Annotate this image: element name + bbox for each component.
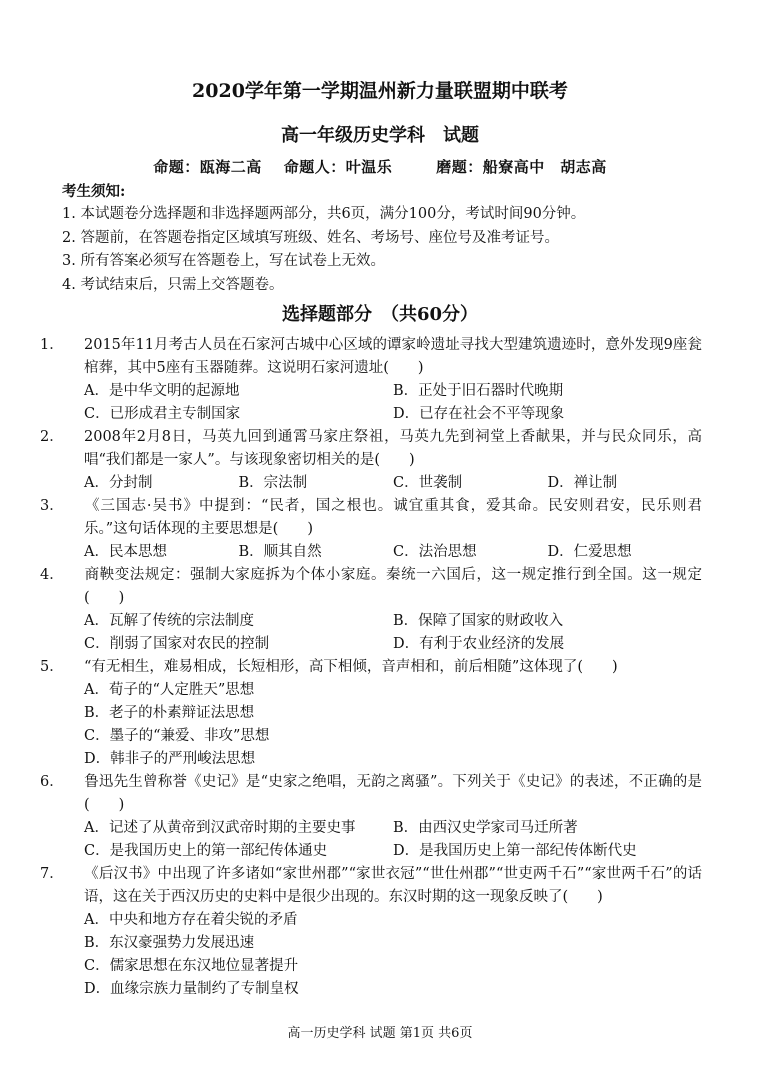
- question-6: [40, 771, 702, 863]
- option-a: A．是中华文明的起源地: [84, 383, 240, 399]
- question-setter: 命题：瓯海二高: [153, 158, 262, 176]
- option-d: D．已存在社会不平等现象: [393, 406, 565, 422]
- candidate-notes: [62, 181, 712, 297]
- option-c: C．是我国历史上的第一部纪传体通史: [84, 843, 328, 859]
- question-stem: 《三国志·吴书》中提到：“民者，国之根也。诚宜重其食，爱其命。民安则君安，民乐则君乐。”这句话体现的主要思想是( ): [84, 498, 702, 537]
- question-stem: 鲁迅先生曾称誉《史记》是“史家之绝唱，无韵之离骚”。下列关于《史记》的表述，不正确的是( ): [84, 774, 702, 813]
- option-b: B．老子的朴素辩证法思想: [84, 705, 255, 721]
- question-4: [40, 564, 702, 656]
- question-number: 1．: [40, 337, 64, 353]
- option-c: C．削弱了国家对农民的控制: [84, 636, 270, 652]
- question-7: [40, 863, 702, 1001]
- option-a: A．记述了从黄帝到汉武帝时期的主要史事: [84, 820, 356, 836]
- notes-item: 2. 答题前，在答题卷指定区域填写班级、姓名、考场号、座位号及准考证号。: [62, 229, 559, 246]
- option-c: C．墨子的“兼爱、非攻”思想: [84, 728, 270, 744]
- question-number: 6．: [40, 774, 64, 790]
- option-d: D．仁爱思想: [547, 544, 632, 560]
- section-title: 选择题部分 （共60分）: [281, 304, 479, 325]
- question-2: [40, 426, 702, 495]
- question-stem: “有无相生，难易相成，长短相形，高下相倾，音声相和，前后相随”这体现了( ): [84, 659, 618, 675]
- question-1: [40, 334, 702, 426]
- option-b: B．顺其自然: [238, 544, 322, 560]
- question-setter-person: 命题人：叶温乐: [283, 158, 393, 176]
- option-b: B．正处于旧石器时代晚期: [393, 383, 564, 399]
- option-b: B．宗法制: [238, 475, 308, 491]
- option-b: B．由西汉史学家司马迁所著: [393, 820, 578, 836]
- question-number: 5．: [40, 659, 64, 675]
- option-d: D．血缘宗族力量制约了专制皇权: [84, 981, 299, 997]
- question-number: 2．: [40, 429, 64, 445]
- option-c: C．法治思想: [393, 544, 477, 560]
- page-footer: 高一历史学科 试题 第1页 共6页: [287, 1026, 473, 1041]
- option-d: D．有利于农业经济的发展: [393, 636, 565, 652]
- question-number: 4．: [40, 567, 64, 583]
- option-d: D．是我国历史上第一部纪传体断代史: [393, 843, 637, 859]
- exam-subject-title: 高一年级历史学科 试题: [281, 125, 479, 146]
- notes-heading: 考生须知:: [62, 183, 126, 200]
- question-stem: 2008年2月8日，马英九回到通霄马家庄祭祖，马英九先到祠堂上香献果，并与民众同乐，高唱“我们都是一家人”。与该现象密切相关的是( ): [84, 429, 702, 468]
- question-5: [40, 656, 702, 771]
- option-a: A．荀子的“人定胜天”思想: [84, 682, 255, 698]
- question-stem: 商鞅变法规定：强制大家庭拆为个体小家庭。秦统一六国后，这一规定推行到全国。这一规定( ): [84, 567, 702, 606]
- option-a: A．分封制: [84, 475, 153, 491]
- option-d: D．禅让制: [547, 475, 618, 491]
- question-stem: 《后汉书》中出现了许多诸如“家世州郡”“家世衣冠”“世仕州郡”“世吏两千石”“家世两千石”的话语，这在关于西汉历史的史料中是很少出现的。东汉时期的这一现象反映了( ): [84, 866, 702, 905]
- exam-meta-line: [0, 156, 760, 177]
- option-b: B．东汉豪强势力发展迅速: [84, 935, 255, 951]
- notes-item: 3. 所有答案必须写在答题卷上，写在试卷上无效。: [62, 253, 385, 269]
- notes-item: 1. 本试题卷分选择题和非选择题两部分，共6页，满分100分，考试时间90分钟。: [62, 206, 586, 222]
- option-a: A．瓦解了传统的宗法制度: [84, 613, 254, 629]
- question-number: 3．: [40, 498, 64, 514]
- question-stem: 2015年11月考古人员在石家河古城中心区域的谭家岭遗址寻找大型建筑遗迹时，意外发现9座瓮棺葬，其中5座有玉器随葬。这说明石家河遗址( ): [84, 337, 702, 376]
- option-c: C．已形成君主专制国家: [84, 406, 241, 422]
- question-3: [40, 495, 702, 564]
- notes-item: 4. 考试结束后，只需上交答题卷。: [62, 276, 284, 293]
- question-list: [40, 334, 702, 1001]
- option-c: C．世袭制: [393, 475, 463, 491]
- question-reviewer: 磨题：船寮高中 胡志高: [436, 158, 607, 176]
- option-d: D．韩非子的严刑峻法思想: [84, 751, 256, 767]
- option-a: A．民本思想: [84, 544, 167, 560]
- option-b: B．保障了国家的财政收入: [393, 613, 564, 629]
- option-c: C．儒家思想在东汉地位显著提升: [84, 958, 299, 974]
- question-number: 7．: [40, 866, 64, 882]
- exam-main-title: 2020学年第一学期温州新力量联盟期中联考: [192, 80, 568, 102]
- option-a: A．中央和地方存在着尖锐的矛盾: [84, 912, 298, 928]
